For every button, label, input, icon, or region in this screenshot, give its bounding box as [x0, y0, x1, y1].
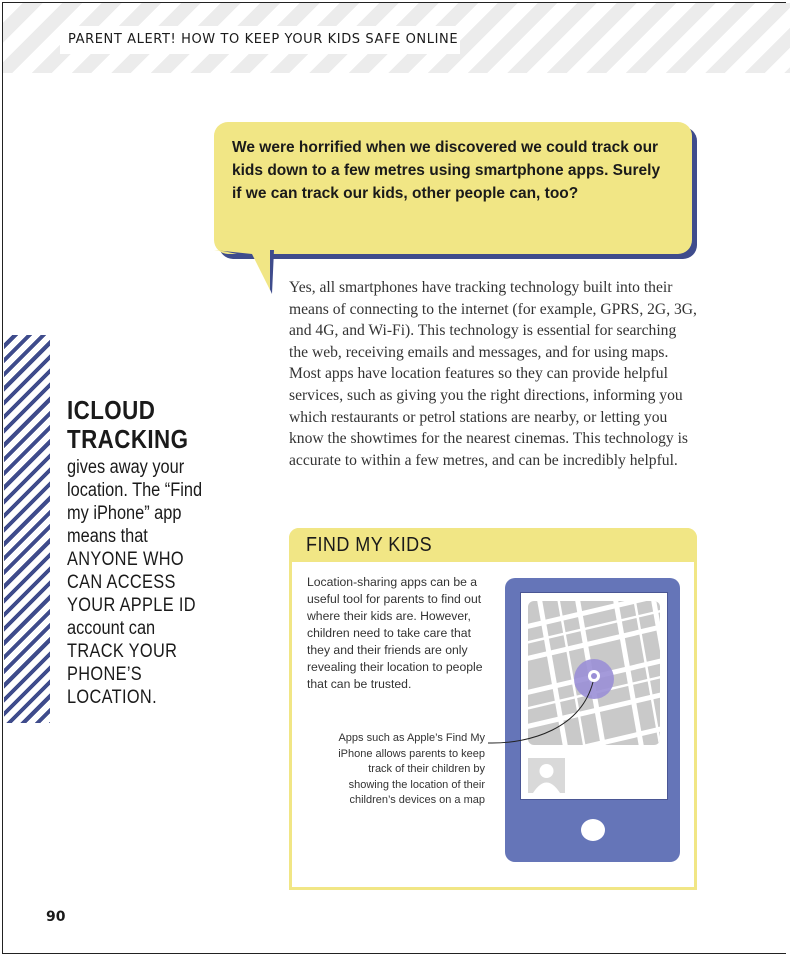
- caption-leader-line: [486, 670, 596, 750]
- running-header: PARENT ALERT! HOW TO KEEP YOUR KIDS SAFE ONLINE: [68, 32, 459, 47]
- home-button-icon: [581, 819, 605, 841]
- speech-bubble-tail: [214, 250, 274, 294]
- speech-bubble-text: We were horrified when we discovered we could track our kids down to a few metres using smartphone apps. Surely if we can track our kids, other people can, too?: [232, 139, 661, 202]
- sidebar-text-1: gives away your location. The “Find my iPhone” app means that: [67, 457, 203, 547]
- sidebar-caps-1: ANYONE WHO CAN ACCESS YOUR APPLE ID: [67, 549, 196, 616]
- body-paragraph: Yes, all smartphones have tracking technology built into their means of connecting to the internet (for example, GPRS, 2G, 3G, and 4G, and Wi-Fi). This technology is essential for searching the web, receiving emails and messages, and for using maps. Most apps have location features so they can provide helpful services, such as giving you the right directions, informing you which restaurants or petrol stations are nearby, or letting you know the showtimes for the nearest cinemas. This technology is accurate to within a few metres, and can be incredibly helpful.: [289, 279, 697, 469]
- person-icon: [528, 758, 565, 793]
- sidebar-caps-2: TRACK YOUR PHONE’S LOCATION.: [67, 641, 178, 708]
- side-stripe-pattern: [4, 335, 50, 723]
- phone-caption: Apps such as Apple’s Find My iPhone allows parents to keep track of their children by showing the location of their children’s devices on a map: [338, 732, 485, 806]
- panel-title: FIND MY KIDS: [306, 534, 433, 556]
- sidebar-heading: ICLOUD TRACKING: [67, 395, 189, 454]
- sidebar-body: [67, 456, 209, 709]
- avatar: [528, 758, 565, 793]
- sidebar-callout: [67, 396, 209, 709]
- panel-text: Location-sharing apps can be a useful tool for parents to find out where their kids are. However, children need to take care that they and their friends are only revealing their location to people that can be trusted.: [307, 575, 483, 691]
- sidebar-text-2: account can: [67, 618, 156, 639]
- page-number: 90: [46, 909, 66, 925]
